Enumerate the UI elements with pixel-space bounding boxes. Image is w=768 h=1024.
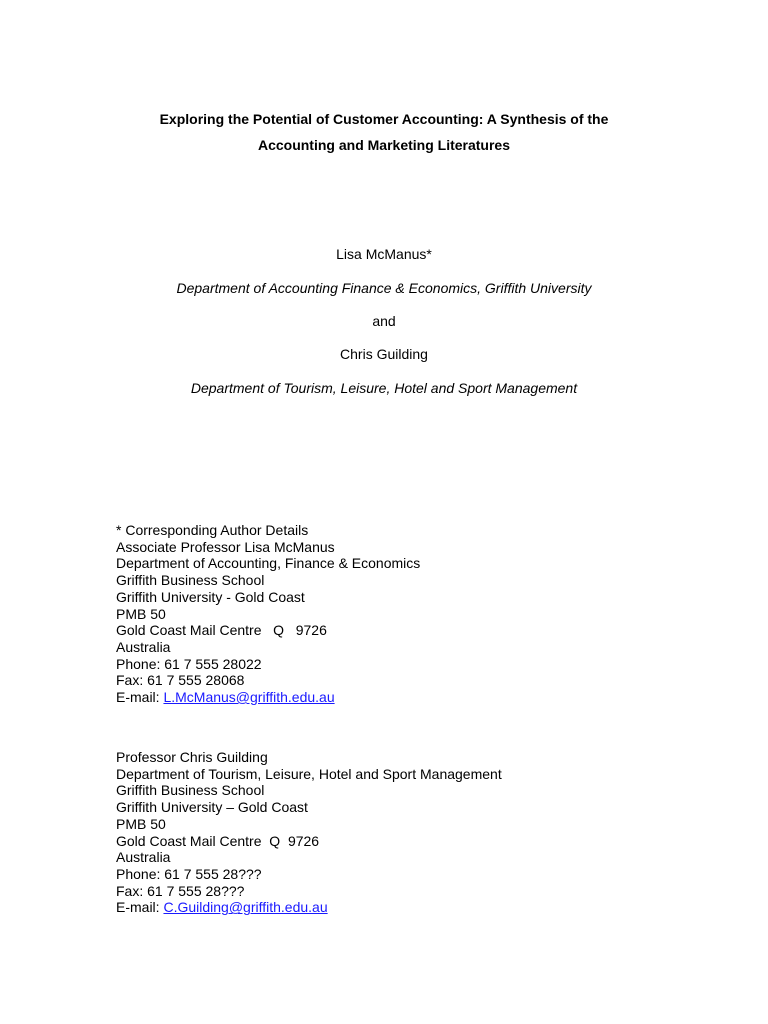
author1-name: Lisa McManus* bbox=[336, 246, 432, 262]
second-author-block bbox=[116, 749, 502, 916]
email-link[interactable]: L.McManus@griffith.edu.au bbox=[163, 689, 335, 706]
title-line-2: Accounting and Marketing Literatures bbox=[257, 137, 511, 153]
author2-name: Chris Guilding bbox=[340, 346, 428, 362]
paper-title bbox=[0, 106, 768, 158]
contact-school: Griffith Business School bbox=[116, 572, 265, 589]
email-label: E-mail: bbox=[116, 689, 164, 706]
contact-campus: Griffith University – Gold Coast bbox=[116, 799, 308, 816]
corresponding-author-block bbox=[116, 522, 420, 706]
contact-country: Australia bbox=[116, 849, 171, 866]
contact-heading: * Corresponding Author Details bbox=[116, 522, 309, 538]
contact-pmb: PMB 50 bbox=[116, 815, 166, 832]
contact-campus: Griffith University - Gold Coast bbox=[116, 588, 305, 605]
contact-fax: Fax: 61 7 555 28068 bbox=[116, 672, 245, 689]
contact-school: Griffith Business School bbox=[116, 782, 265, 799]
contact-pmb: PMB 50 bbox=[116, 605, 166, 622]
contact-department: Department of Tourism, Leisure, Hotel and Sport Management bbox=[116, 765, 502, 782]
email-link[interactable]: C.Guilding@griffith.edu.au bbox=[163, 899, 328, 916]
author1-department: Department of Accounting Finance & Economics, Griffith University bbox=[176, 280, 592, 296]
contact-department: Department of Accounting, Finance & Economics bbox=[116, 555, 421, 572]
contact-mail-centre: Gold Coast Mail Centre Q 9726 bbox=[116, 832, 320, 849]
author2-department: Department of Tourism, Leisure, Hotel and Sport Management bbox=[190, 380, 578, 396]
contact-name: Associate Professor Lisa McManus bbox=[116, 538, 335, 555]
contact-email-row bbox=[116, 689, 420, 706]
contact-email-row bbox=[116, 899, 502, 916]
contact-name: Professor Chris Guilding bbox=[116, 749, 268, 765]
contact-mail-centre: Gold Coast Mail Centre Q 9726 bbox=[116, 622, 327, 639]
title-line-1: Exploring the Potential of Customer Accounting: A Synthesis of the bbox=[159, 111, 609, 127]
author-conjunction: and bbox=[372, 313, 396, 329]
contact-phone: Phone: 61 7 555 28??? bbox=[116, 865, 262, 882]
contact-phone: Phone: 61 7 555 28022 bbox=[116, 655, 262, 672]
contact-fax: Fax: 61 7 555 28??? bbox=[116, 882, 245, 899]
contact-country: Australia bbox=[116, 638, 171, 655]
email-label: E-mail: bbox=[116, 899, 164, 916]
